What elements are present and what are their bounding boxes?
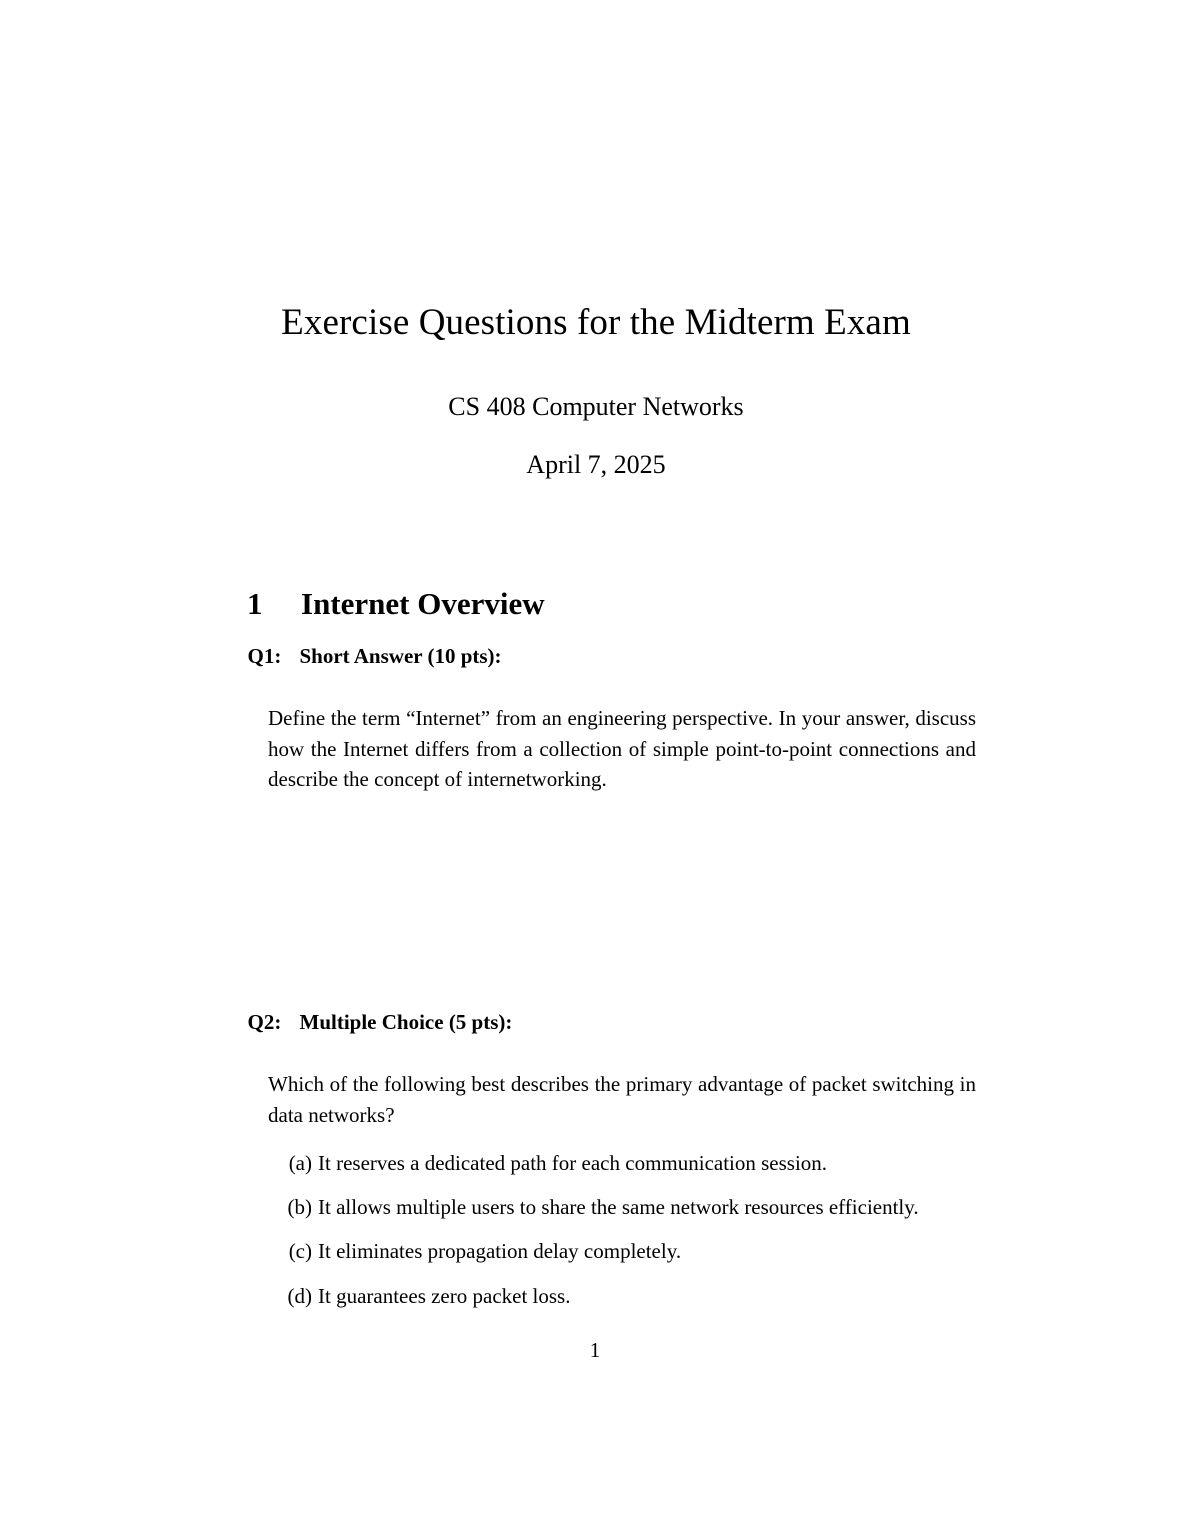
choice-item-d[interactable] <box>268 1281 976 1311</box>
choice-item-a[interactable] <box>268 1148 976 1178</box>
question-q1-title: Short Answer (10 pts): <box>299 643 502 668</box>
question-q2-title: Multiple Choice (5 pts): <box>299 1009 513 1034</box>
choice-text-a: It reserves a dedicated path for each communication session. <box>318 1150 828 1175</box>
choice-item-c[interactable] <box>268 1236 976 1266</box>
section-title: Internet Overview <box>301 586 545 622</box>
choice-item-b[interactable] <box>268 1192 976 1222</box>
section-number: 1 <box>247 586 263 622</box>
question-q2 <box>216 978 976 1327</box>
question-q2-body: Which of the following best describes the primary advantage of packet switching in data networks? <box>268 1072 976 1127</box>
choice-marker-c: (c) <box>288 1239 312 1264</box>
page-title: Exercise Questions for the Midterm Exam <box>281 302 911 343</box>
question-q1 <box>216 612 976 794</box>
choice-list <box>268 1148 976 1311</box>
question-q1-body: Define the term “Internet” from an engineering perspective. In your answer, discuss how the Internet differs from a collection of simple point-to-point connections and describe the concept of internetworking. <box>268 706 976 791</box>
question-q2-label <box>216 978 976 1067</box>
document-date: April 7, 2025 <box>526 450 666 480</box>
choice-text-c: It eliminates propagation delay completely. <box>318 1239 682 1264</box>
page-number-footer: 1 <box>589 1338 601 1362</box>
choice-marker-b: (b) <box>287 1195 312 1220</box>
question-q1-number: Q1: <box>247 643 282 668</box>
choice-marker-d: (d) <box>287 1283 312 1308</box>
choice-marker-a: (a) <box>288 1150 312 1175</box>
choice-text-b: It allows multiple users to share the same network resources efficiently. <box>318 1195 919 1220</box>
document-subtitle: CS 408 Computer Networks <box>448 392 744 422</box>
question-q2-number: Q2: <box>247 1009 282 1034</box>
title-block <box>216 300 976 481</box>
question-q1-label <box>216 612 976 701</box>
choice-text-d: It guarantees zero packet loss. <box>318 1283 571 1308</box>
